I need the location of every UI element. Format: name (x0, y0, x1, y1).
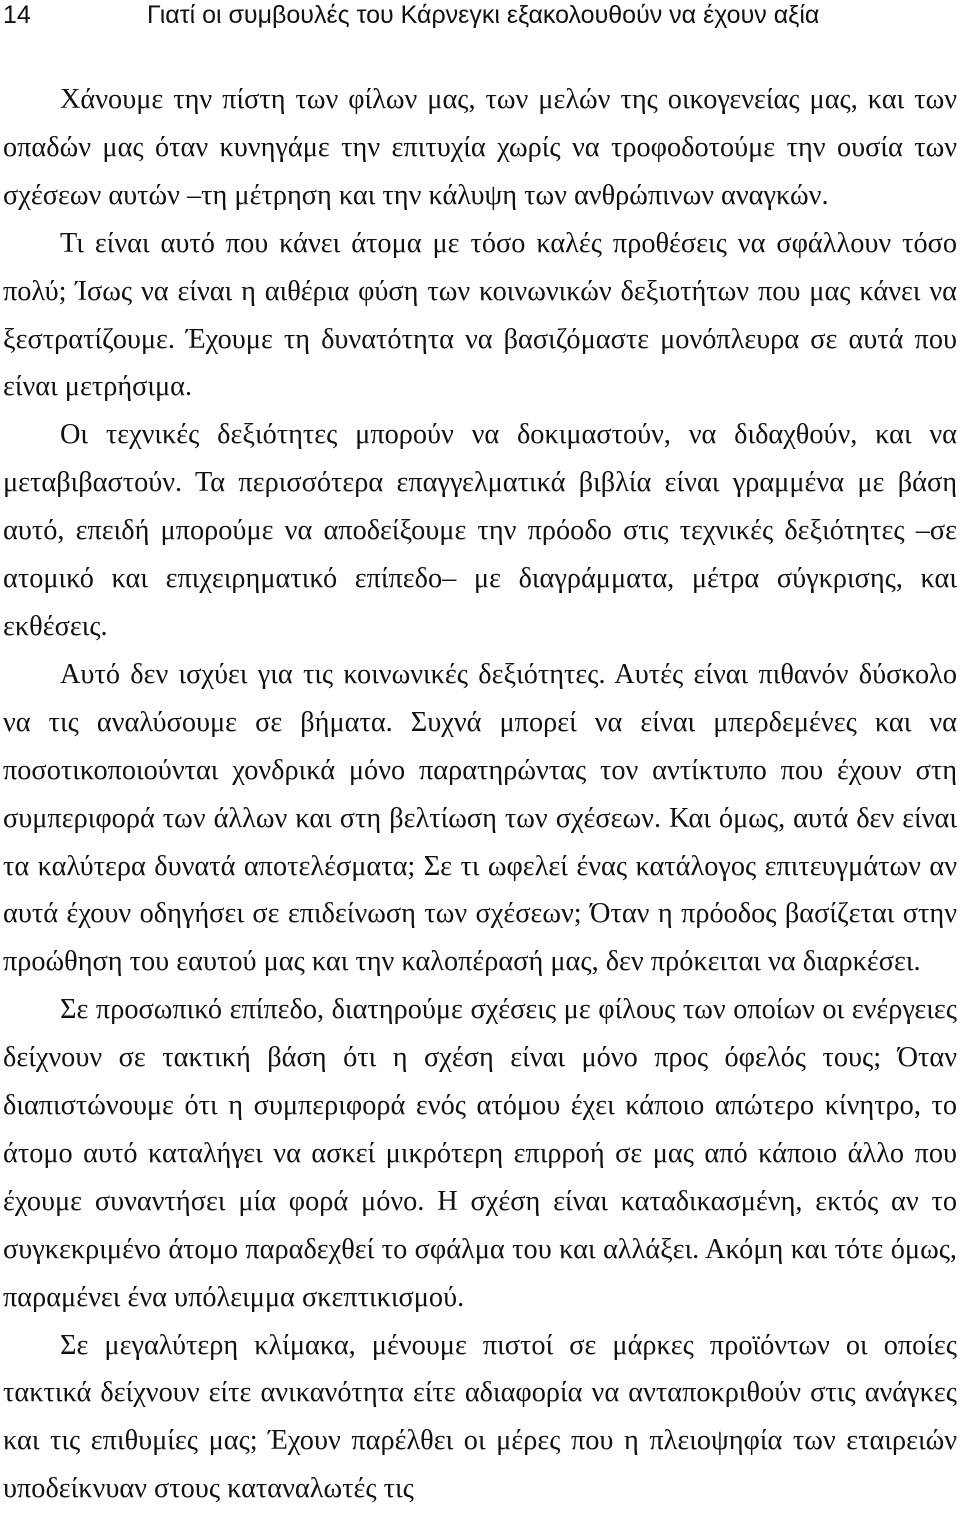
paragraph-2: Τι είναι αυτό που κάνει άτομα με τόσο καλές προθέσεις να σφάλλουν τόσο πολύ; Ίσως να είναι η αιθέρια φύση των κοινωνικών δεξιοτήτων που μας κάνει να ξεστρατίζουμε. Έχουμε τη δυνατότητα να βασιζόμαστε μονόπλευρα σε αυτά που είναι μετρήσιμα. (3, 227, 957, 403)
paragraph-3: Οι τεχνικές δεξιότητες μπορούν να δοκιμαστούν, να διδαχθούν, και να μεταβιβαστούν. Τα περισσότερα επαγγελματικά βιβλία είναι γραμμένα με βάση αυτό, επειδή μπορούμε να αποδείξουμε την πρόοδο στις τεχνικές δεξιότητες –σε ατομικό και επιχειρηματικό επίπεδο– με διαγράμματα, μέτρα σύγκρισης, και εκθέσεις. (3, 419, 957, 642)
page-number: 14 (3, 1, 31, 29)
paragraph-5: Σε προσωπικό επίπεδο, διατηρούμε σχέσεις με φίλους των οποίων οι ενέργειες δείχνουν σε τακτική βάση ότι η σχέση είναι μόνο προς όφελός τους; Όταν διαπιστώνουμε ότι η συμπεριφορά ενός ατόμου έχει κάποιο απώτερο κίνητρο, το άτομο αυτό καταλήγει να ασκεί μικρότερη επιρροή σε μας από κάποιο άλλο που έχουμε συναντήσει μία φορά μόνο. Η σχέση είναι καταδικασμένη, εκτός αν το συγκεκριμένο άτομο παραδεχθεί το σφάλμα του και αλλάξει. Ακόμη και τότε όμως, παραμένει ένα υπόλειμμα σκεπτικισμού. (3, 994, 957, 1313)
paragraph-6: Σε μεγαλύτερη κλίμακα, μένουμε πιστοί σε μάρκες προϊόντων οι οποίες τακτικά δείχνουν είτε ανικανότητα είτε αδιαφορία να ανταποκριθούν στις ανάγκες και τις επιθυμίες μας; Έχουν παρέλθει οι μέρες που η πλειοψηφία των εταιρειών υποδείκνυαν στους καταναλωτές τις (3, 1329, 957, 1505)
body-text (3, 76, 957, 1513)
paragraph-4: Αυτό δεν ισχύει για τις κοινωνικές δεξιότητες. Αυτές είναι πιθανόν δύσκολο να τις αναλύσουμε σε βήματα. Συχνά μπορεί να είναι μπερδεμένες και να ποσοτικοποιούνται χονδρικά μόνο παρατηρώντας τον αντίκτυπο που έχουν στη συμπεριφορά των άλλων και στη βελτίωση των σχέσεων. Και όμως, αυτά δεν είναι τα καλύτερα δυνατά αποτελέσματα; Σε τι ωφελεί ένας κατάλογος επιτευγμάτων αν αυτά έχουν οδηγήσει σε επιδείνωση των σχέσεων; Όταν η πρόοδος βασίζεται στην προώθηση του εαυτού μας και την καλοπέρασή μας, δεν πρόκειται να διαρκέσει. (3, 658, 957, 978)
running-title: Γιατί οι συμβουλές του Κάρνεγκι εξακολουθούν να έχουν αξία (147, 1, 820, 29)
paragraph-1: Χάνουμε την πίστη των φίλων μας, των μελών της οικογενείας μας, και των οπαδών μας όταν κυνηγάμε την επιτυχία χωρίς να τροφοδοτούμε την ουσία των σχέσεων αυτών –τη μέτρηση και την κάλυψη των ανθρώπινων αναγκών. (3, 84, 957, 211)
page-header (3, 0, 957, 38)
